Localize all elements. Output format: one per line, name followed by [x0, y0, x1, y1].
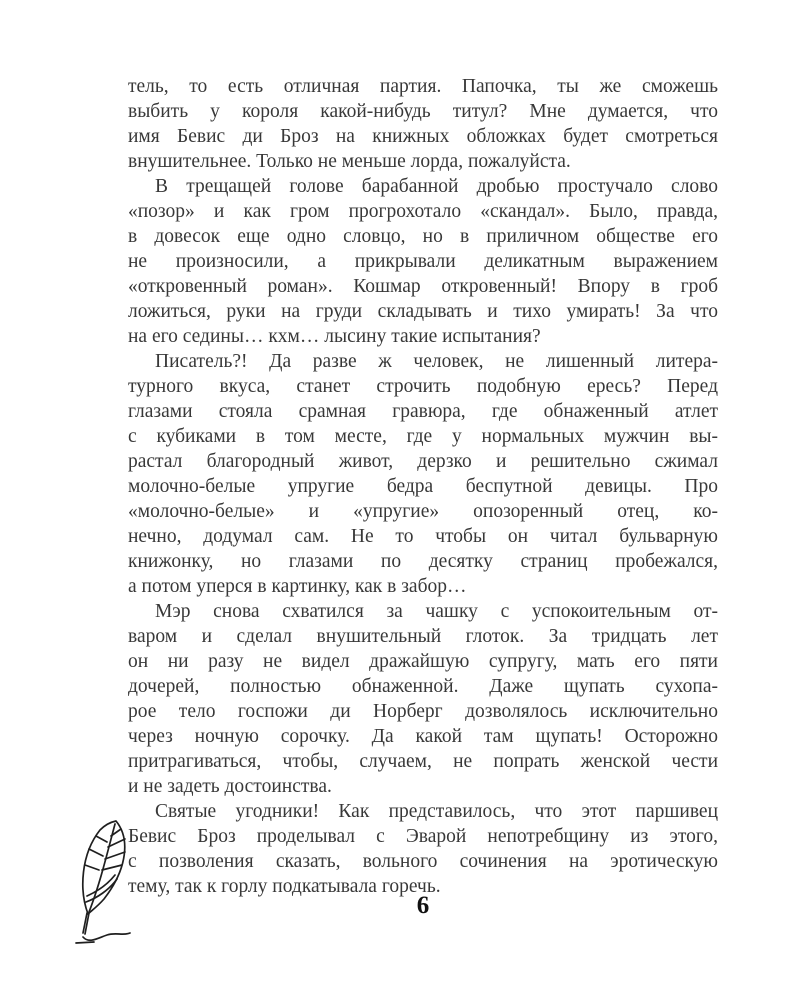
text-line: а потом уперся в картинку, как в забор…	[128, 576, 467, 597]
text-line: внушительнее. Только не меньше лорда, пожалуйста.	[128, 151, 571, 172]
text-line: с позволения сказать, вольного сочинения на эротическую	[128, 851, 718, 872]
text-line: молочно-белые упругие бедра беспутной девицы. Про	[128, 476, 718, 497]
text-line: Бевис Броз проделывал с Эварой непотребщину из этого,	[128, 826, 718, 847]
text-line: В трещащей голове барабанной дробью простучало слово	[155, 176, 718, 197]
text-line: книжонку, но глазами по десятку страниц пробежался,	[128, 551, 718, 572]
text-block	[128, 74, 718, 899]
text-line: Святые угодники! Как представилось, что этот паршивец	[155, 801, 718, 822]
text-line: и не задеть достоинства.	[128, 776, 332, 797]
page-number: 6	[416, 892, 430, 919]
text-line: ложиться, руки на груди складывать и тихо умирать! За что	[128, 301, 718, 322]
text-line: Мэр снова схватился за чашку с успокоительным от-	[155, 601, 718, 622]
text-line: рое тело госпожи ди Норберг дозволялось исключительно	[128, 701, 718, 722]
text-line: Писатель?! Да разве ж человек, не лишенный литера-	[155, 351, 718, 372]
text-line: растал благородный живот, дерзко и решительно сжимал	[128, 451, 718, 472]
text-line: «откровенный роман». Кошмар откровенный! Впору в гроб	[128, 276, 718, 297]
text-line: «позор» и как гром прогрохотало «скандал». Было, правда,	[128, 201, 718, 222]
text-line: турного вкуса, станет строчить подобную ересь? Перед	[128, 376, 718, 397]
text-line: глазами стояла срамная гравюра, где обнаженный атлет	[128, 401, 718, 422]
text-line: «молочно-белые» и «упругие» опозоренный отец, ко-	[128, 501, 718, 522]
text-line: тему, так к горлу подкатывала горечь.	[128, 876, 441, 897]
text-line: через ночную сорочку. Да какой там щупать! Осторожно	[128, 726, 718, 747]
text-line: варом и сделал внушительный глоток. За тридцать лет	[128, 626, 718, 647]
text-line: дочерей, полностью обнаженной. Даже щупать сухопа-	[128, 676, 718, 697]
text-line: нечно, додумал сам. Не то чтобы он читал бульварную	[128, 526, 718, 547]
text-line: с кубиками в том месте, где у нормальных мужчин вы-	[128, 426, 718, 447]
text-line: он ни разу не видел дражайшую супругу, мать его пяти	[128, 651, 718, 672]
text-line: на его седины… кхм… лысину такие испытания?	[128, 326, 541, 347]
quill-feather-icon	[58, 816, 150, 952]
text-line: тель, то есть отличная партия. Папочка, ты же сможешь	[128, 76, 718, 97]
text-line: выбить у короля какой-нибудь титул? Мне думается, что	[128, 101, 718, 122]
text-line: не произносили, а прикрывали деликатным выражением	[128, 251, 718, 272]
text-line: имя Бевис ди Броз на книжных обложках будет смотреться	[128, 126, 718, 147]
text-line: в довесок еще одно словцо, но в приличном обществе его	[128, 226, 718, 247]
text-line: притрагиваться, чтобы, случаем, не попрать женской чести	[128, 751, 718, 772]
